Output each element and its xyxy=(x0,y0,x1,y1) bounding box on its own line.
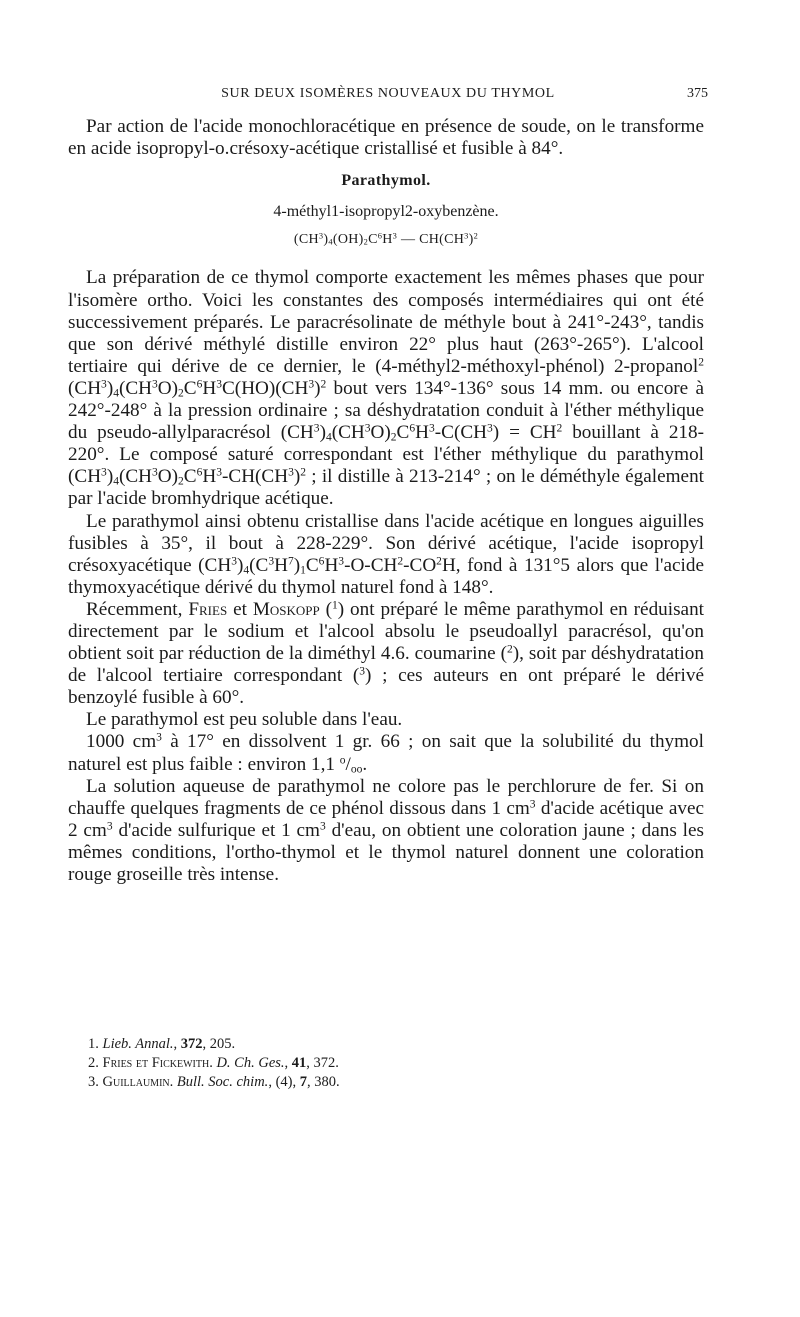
footnote: 3. Guillaumin. Bull. Soc. chim., (4), 7, 380. xyxy=(88,1074,340,1090)
paragraph-3: Le parathymol ainsi obtenu cristallise dans l'acide acétique en longues aiguilles fusibles à 35°, il bout à 228-229°. Son dérivé acétique, l'acide isopropyl crésoxyacétique $(CH^3)_4(C^3H^7)_1C^6H^3-O-CH^2-CO^2H$, fond à 131°5 alors que l'acide thymoxyacétique dérivé du thymol naturel fond à 148°. xyxy=(68,510,704,598)
footnote: 2. Fries et Fickewith. D. Ch. Ges., 41, 372. xyxy=(88,1055,339,1071)
footnotes xyxy=(88,1035,688,1092)
paragraph-1: Par action de l'acide monochloracétique en présence de soude, on le transforme en acide isopropyl-o.crésoxy-acétique cristallisé et fusible à 84°. xyxy=(68,116,704,160)
section-heading: Parathymol. xyxy=(341,172,431,190)
formula: $(CH^3)_4(OH)_2C^6H^3$ — $CH(CH^3)^2$ xyxy=(293,231,479,248)
footnote-ref: 3 xyxy=(359,665,365,678)
footnote: 1. Lieb. Annal., 372, 205. xyxy=(88,1036,236,1052)
paragraph-6: 1000 $cm^3$ à 17° en dissolvent 1 gr. 66 ; on sait que la solubilité du thymol naturel est plus faible : environ 1,1 $^o/_{oo}$. xyxy=(68,731,704,775)
author-name: Moskopp xyxy=(252,598,320,620)
running-head xyxy=(68,86,708,110)
footnote-ref: 2 xyxy=(506,643,513,656)
paragraph-4: Récemment, Fries et Moskopp ($^1$) ont préparé le même parathymol en réduisant directement par le sodium et l'alcool absolu le pseudoallyl paracrésol, qu'on obtient soit par réduction de la diméthyl 4.6. coumarine ($^2$), soit par déshydratation de l'alcool tertiaire correspondant ($^3$) ; ces auteurs en ont préparé le dérivé benzoylé fusible à 60°. xyxy=(68,598,704,709)
paragraph-7: La solution aqueuse de parathymol ne colore pas le perchlorure de fer. Si on chauffe quelques fragments de ce phénol dissous dans 1 $cm^3$ d'acide acétique avec 2 $cm^3$ d'acide sulfurique et 1 $cm^3$ d'eau, on obtient une coloration jaune ; dans les mêmes conditions, l'ortho-thymol et le thymol naturel donnent une coloration rouge groseille très intense. xyxy=(68,775,704,885)
page-number: 375 xyxy=(687,86,708,101)
body-text xyxy=(68,116,704,886)
paragraph-2: La préparation de ce thymol comporte exactement les mêmes phases que pour l'isomère ortho. Voici les constantes des composés intermédiaires qui ont été successivement préparés. Le paracrésolinate de méthyle bout à 241°-243°, tandis que son dérivé méthylé distille environ 22° plus haut (263°-265°). L'alcool tertiaire qui dérive de ce dernier, le (4-méthyl2-méthoxyl-phénol) 2-propanol$^2$ $(CH^3)_4(CH^3O)_2C^6H^3C(HO)(CH^3)^2$ bout vers 134°-136° sous 14 mm. ou encore à 242°-248° à la pression ordinaire ; sa déshydratation conduit à l'éther méthylique du pseudo-allylparacrésol $(CH^3)_4(CH^3O)_2C^6H^3-C(CH^3) = CH^2$ bouillant à 218-220°. Le composé saturé correspondant est l'éther méthylique du parathymol $(CH^3)_4(CH^3O)_2C^6H^3-CH(CH^3)^2$ ; il distille à 213-214° ; on le déméthyle également par l'acide bromhydrique acétique. xyxy=(68,267,704,510)
footnote-ref: 1 xyxy=(332,599,338,612)
author-name: Fries xyxy=(188,598,228,620)
paragraph-5: Le parathymol est peu soluble dans l'eau. xyxy=(86,709,403,731)
running-title: SUR DEUX ISOMÈRES NOUVEAUX DU THYMOL xyxy=(221,86,555,101)
section-subheading: 4-méthyl1-isopropyl2-oxybenzène. xyxy=(273,203,499,221)
